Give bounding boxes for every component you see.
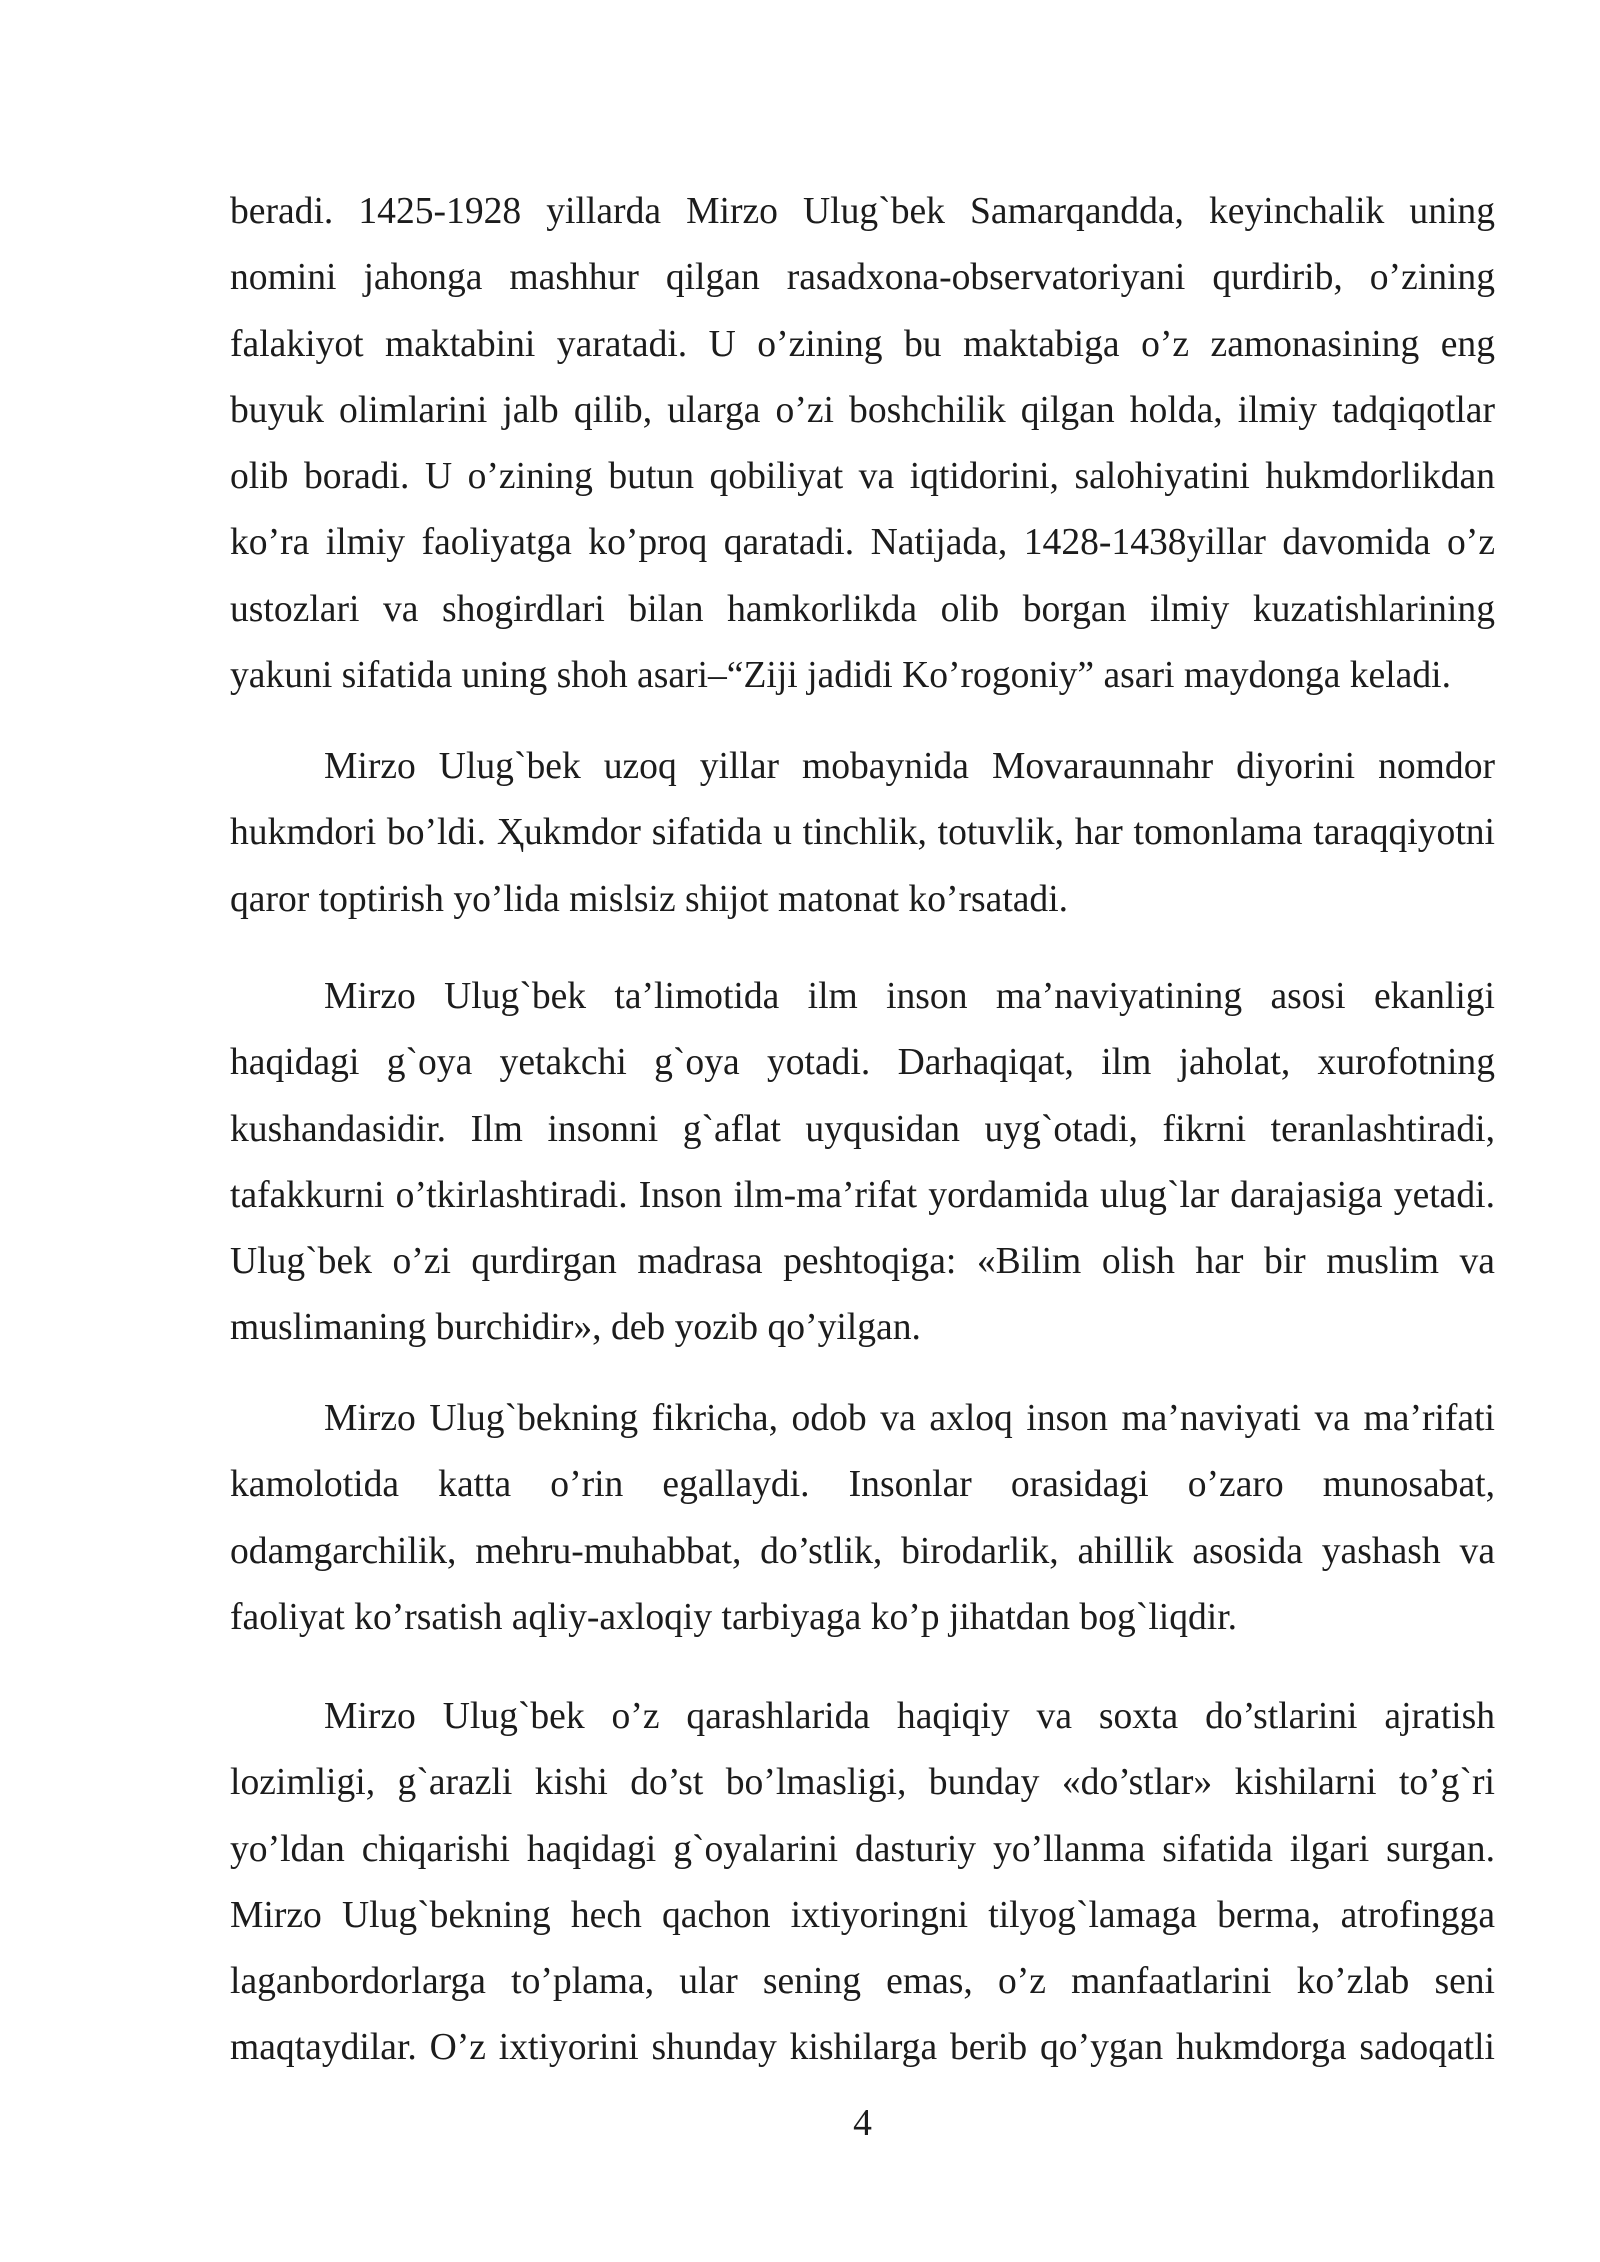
text-line: Mirzo Ulug`bekning hech qachon ixtiyoringni tilyog`lamaga berma, atrofingga — [230, 1894, 1495, 1936]
text-line: laganbordorlarga to’plama, ular sening emas, o’z manfaatlarini ko’zlab seni — [230, 1961, 1495, 2003]
text-line: muslimaning burchidir», deb yozib qo’yilgan. — [230, 1307, 921, 1349]
text-line: maqtaydilar. O’z ixtiyorini shunday kishilarga berib qo’ygan hukmdorga sadoqatli — [230, 2027, 1495, 2069]
paragraph — [230, 1684, 1495, 2082]
paragraph — [230, 179, 1495, 709]
text-line: falakiyot maktabini yaratadi. U o’zining bu maktabiga o’z zamonasining eng — [230, 323, 1495, 365]
text-line: buyuk olimlarini jalb qilib, ularga o’zi boshchilik qilgan holda, ilmiy tadqiqotlar — [230, 389, 1495, 431]
text-line: haqidagi g`oya yetakchi g`oya yotadi. Darhaqiqat, ilm jaholat, xurofotning — [230, 1042, 1495, 1084]
text-line: faoliyat ko’rsatish aqliy-axloqiy tarbiyaga ko’p jihatdan bog`liqdir. — [230, 1596, 1238, 1638]
paragraph — [230, 964, 1495, 1362]
text-line: ustozlari va shogirdlari bilan hamkorlikda olib borgan ilmiy kuzatishlarining — [230, 588, 1495, 630]
text-line: odamgarchilik, mehru-muhabbat, do’stlik, birodarlik, ahillik asosida yashash va — [230, 1530, 1495, 1572]
text-line: Ulug`bek o’zi qurdirgan madrasa peshtoqiga: «Bilim olish har bir muslim va — [230, 1241, 1495, 1283]
text-line: Mirzo Ulug`bekning fikricha, odob va axloq inson ma’naviyati va ma’rifati — [324, 1398, 1495, 1439]
paragraph — [230, 734, 1495, 933]
text-line: kushandasidir. Ilm insonni g`aflat uyqusidan uyg`otadi, fikrni teranlashtiradi, — [230, 1108, 1495, 1150]
text-line: Mirzo Ulug`bek uzoq yillar mobaynida Movaraunnahr diyorini nomdor — [324, 746, 1495, 787]
text-line: tafakkurni o’tkirlashtiradi. Inson ilm-ma’rifat yordamida ulug`lar darajasiga yetadi. — [230, 1174, 1495, 1216]
text-line: olib boradi. U o’zining butun qobiliyat va iqtidorini, salohiyatini hukmdorlikdan — [230, 456, 1495, 498]
page-number: 4 — [853, 2103, 872, 2144]
text-line: kamolotida katta o’rin egallaydi. Insonlar orasidagi o’zaro munosabat, — [230, 1464, 1495, 1506]
text-line: hukmdori bo’ldi. Ҳukmdor sifatida u tinchlik, totuvlik, har tomonlama taraqqiyotni — [230, 812, 1495, 854]
text-line: qaror toptirish yo’lida mislsiz shijot matonat ko’rsatadi. — [230, 878, 1069, 920]
paragraph — [230, 1386, 1495, 1651]
text-line: ko’ra ilmiy faoliyatga ko’proq qaratadi. Natijada, 1428-1438yillar davomida o’z — [230, 522, 1495, 564]
text-line: lozimligi, g`arazli kishi do’st bo’lmasligi, bunday «do’stlar» kishilarni to’g`ri — [230, 1762, 1495, 1804]
text-line: nomini jahonga mashhur qilgan rasadxona-observatoriyani qurdirib, o’zining — [230, 257, 1495, 299]
text-line: yo’ldan chiqarishi haqidagi g`oyalarini dasturiy yo’llanma sifatida ilgari surgan. — [230, 1828, 1495, 1870]
text-line: yakuni sifatida uning shoh asari–“Ziji jadidi Ko’rogoniy” asari maydonga keladi. — [230, 655, 1451, 697]
text-line: Mirzo Ulug`bek ta’limotida ilm inson ma’naviyatining asosi ekanligi — [324, 976, 1495, 1017]
text-line: beradi. 1425-1928 yillarda Mirzo Ulug`bek Samarqandda, keyinchalik uning — [230, 191, 1495, 232]
text-line: Mirzo Ulug`bek o’z qarashlarida haqiqiy va soxta do’stlarini ajratish — [324, 1696, 1495, 1737]
